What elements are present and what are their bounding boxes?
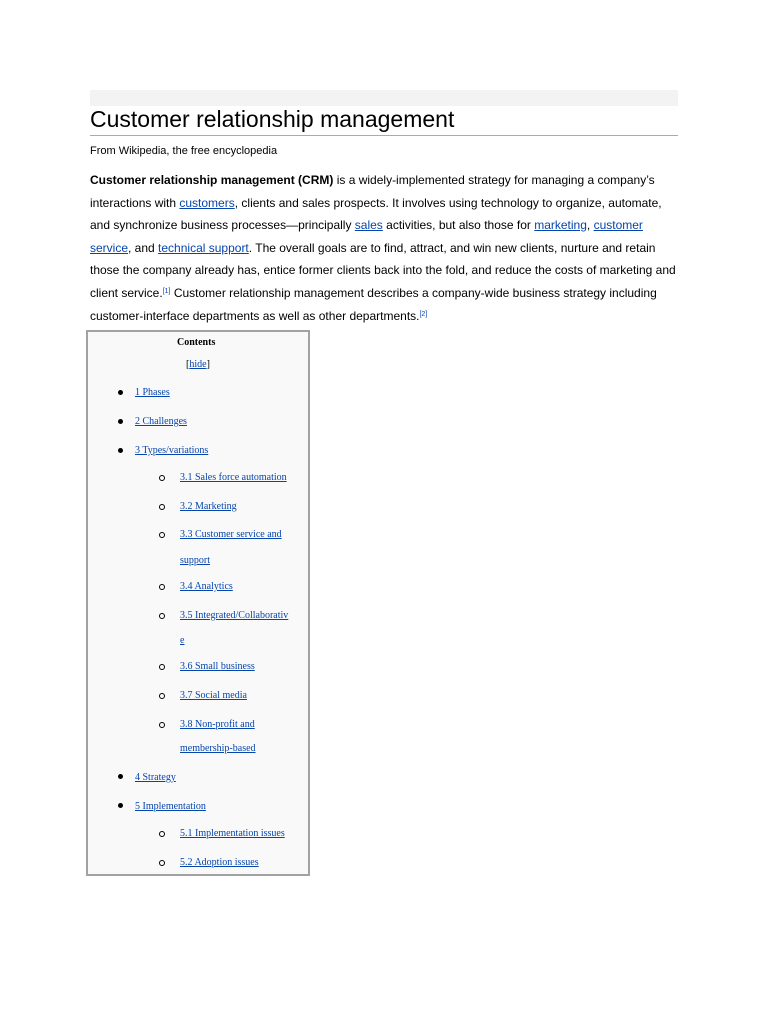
toc-item[interactable]: [135, 794, 206, 819]
page-title: Customer relationship management: [90, 104, 678, 136]
toc-subitem[interactable]: [180, 494, 237, 519]
toc-link[interactable]: 3 Types/variations: [135, 445, 209, 456]
intro-paragraph: [90, 169, 680, 327]
toc-link[interactable]: 3.4 Analytics: [180, 581, 233, 592]
toc-sub-bullet: [159, 613, 165, 619]
site-tagline: From Wikipedia, the free encyclopedia: [90, 145, 278, 157]
toc-subitem[interactable]: [180, 522, 282, 547]
toc-bullet: [118, 803, 123, 808]
toc-hide-link[interactable]: hide: [189, 359, 207, 370]
toc-item[interactable]: [135, 409, 187, 434]
toc-sub-bullet: [159, 475, 165, 481]
toc-link[interactable]: 3.7 Social media: [180, 690, 247, 701]
toc-subitem[interactable]: [180, 574, 233, 599]
link-marketing[interactable]: marketing: [534, 218, 587, 233]
intro-text-1: is a widely-implemented strategy for managing a company’s interactions with: [90, 173, 655, 210]
toc-sub-bullet: [159, 584, 165, 590]
toc-subitem[interactable]: [180, 683, 247, 708]
toc-bullet: [118, 448, 123, 453]
toc-link[interactable]: 3.6 Small business: [180, 661, 255, 672]
toc-sub-bullet: [159, 722, 165, 728]
toc-subitem-continued[interactable]: [180, 628, 184, 653]
toc-subitem-continued[interactable]: [180, 736, 256, 761]
toc-link[interactable]: 3.8 Non-profit and: [180, 719, 255, 730]
toc-subitem[interactable]: [180, 712, 255, 737]
toc-bullet: [118, 774, 123, 779]
toc-subitem[interactable]: [180, 654, 255, 679]
toc-subitem[interactable]: [180, 821, 285, 846]
toc-sub-bullet: [159, 504, 165, 510]
toc-link[interactable]: 3.2 Marketing: [180, 501, 237, 512]
toc-subitem[interactable]: [180, 465, 287, 490]
toc-item[interactable]: [135, 438, 208, 463]
toc-subitem[interactable]: [180, 603, 288, 628]
reference-2-link[interactable]: [2]: [419, 310, 428, 318]
toc-title: Contents: [177, 337, 216, 348]
toc-link[interactable]: membership-based: [180, 743, 256, 754]
toc-link[interactable]: 3.3 Customer service and: [180, 529, 282, 540]
reference-1: [163, 288, 171, 295]
toc-bracket-close: ]: [206, 359, 210, 370]
toc-bracket-open: [: [186, 359, 190, 370]
toc-item[interactable]: [135, 765, 176, 790]
link-customers[interactable]: customers: [179, 195, 235, 210]
intro-text-6: . The overall goals are to find, attract, and win new clients, nurture and retain those the company already has, entice former clients back into the fold, and reduce the costs of marketing and client service.: [90, 240, 676, 300]
toc-link[interactable]: 4 Strategy: [135, 772, 176, 783]
intro-text-4: ,: [586, 218, 594, 233]
toc-sub-bullet: [159, 532, 165, 538]
toc-item[interactable]: [135, 380, 170, 405]
toc-sub-bullet: [159, 664, 165, 670]
toc-bullet: [118, 419, 123, 424]
toc-link[interactable]: 3.5 Integrated/Collaborativ: [180, 610, 289, 621]
toc-sub-bullet: [159, 693, 165, 699]
toc-bullet: [118, 390, 123, 395]
intro-text-7: Customer relationship management describes a company-wide business strategy including customer-interface departments as well as other departments.: [90, 285, 657, 323]
toc-link[interactable]: e: [180, 635, 185, 646]
link-sales[interactable]: sales: [354, 218, 383, 233]
link-technical-support[interactable]: technical support: [158, 240, 249, 255]
intro-text-2: , clients and sales prospects. It involves using technology to organize, automate, and synchronize business processes—principally: [90, 195, 662, 233]
toc-link[interactable]: 1 Phases: [135, 387, 170, 398]
toc-link[interactable]: 5.2 Adoption issues: [180, 857, 259, 868]
toc-link[interactable]: 3.1 Sales force automation: [180, 472, 287, 483]
toc-hide-control: [186, 358, 210, 372]
toc-link[interactable]: 5.1 Implementation issues: [180, 828, 285, 839]
toc-link[interactable]: support: [180, 555, 210, 566]
toc-subitem-continued[interactable]: [180, 548, 210, 573]
intro-text-3: activities, but also those for: [382, 218, 535, 233]
reference-1-link[interactable]: [1]: [162, 287, 171, 295]
toc-sub-bullet: [159, 831, 165, 837]
intro-bold-term: Customer relationship management (CRM): [90, 173, 334, 187]
link-customer-service[interactable]: customer service: [90, 218, 643, 255]
toc-link[interactable]: 2 Challenges: [135, 416, 187, 427]
reference-2: [419, 311, 427, 318]
toc-sub-bullet: [159, 860, 165, 866]
toc-link[interactable]: 5 Implementation: [135, 801, 206, 812]
table-of-contents: [86, 330, 310, 876]
intro-text-5: , and: [128, 240, 159, 255]
toc-subitem[interactable]: [180, 850, 259, 875]
